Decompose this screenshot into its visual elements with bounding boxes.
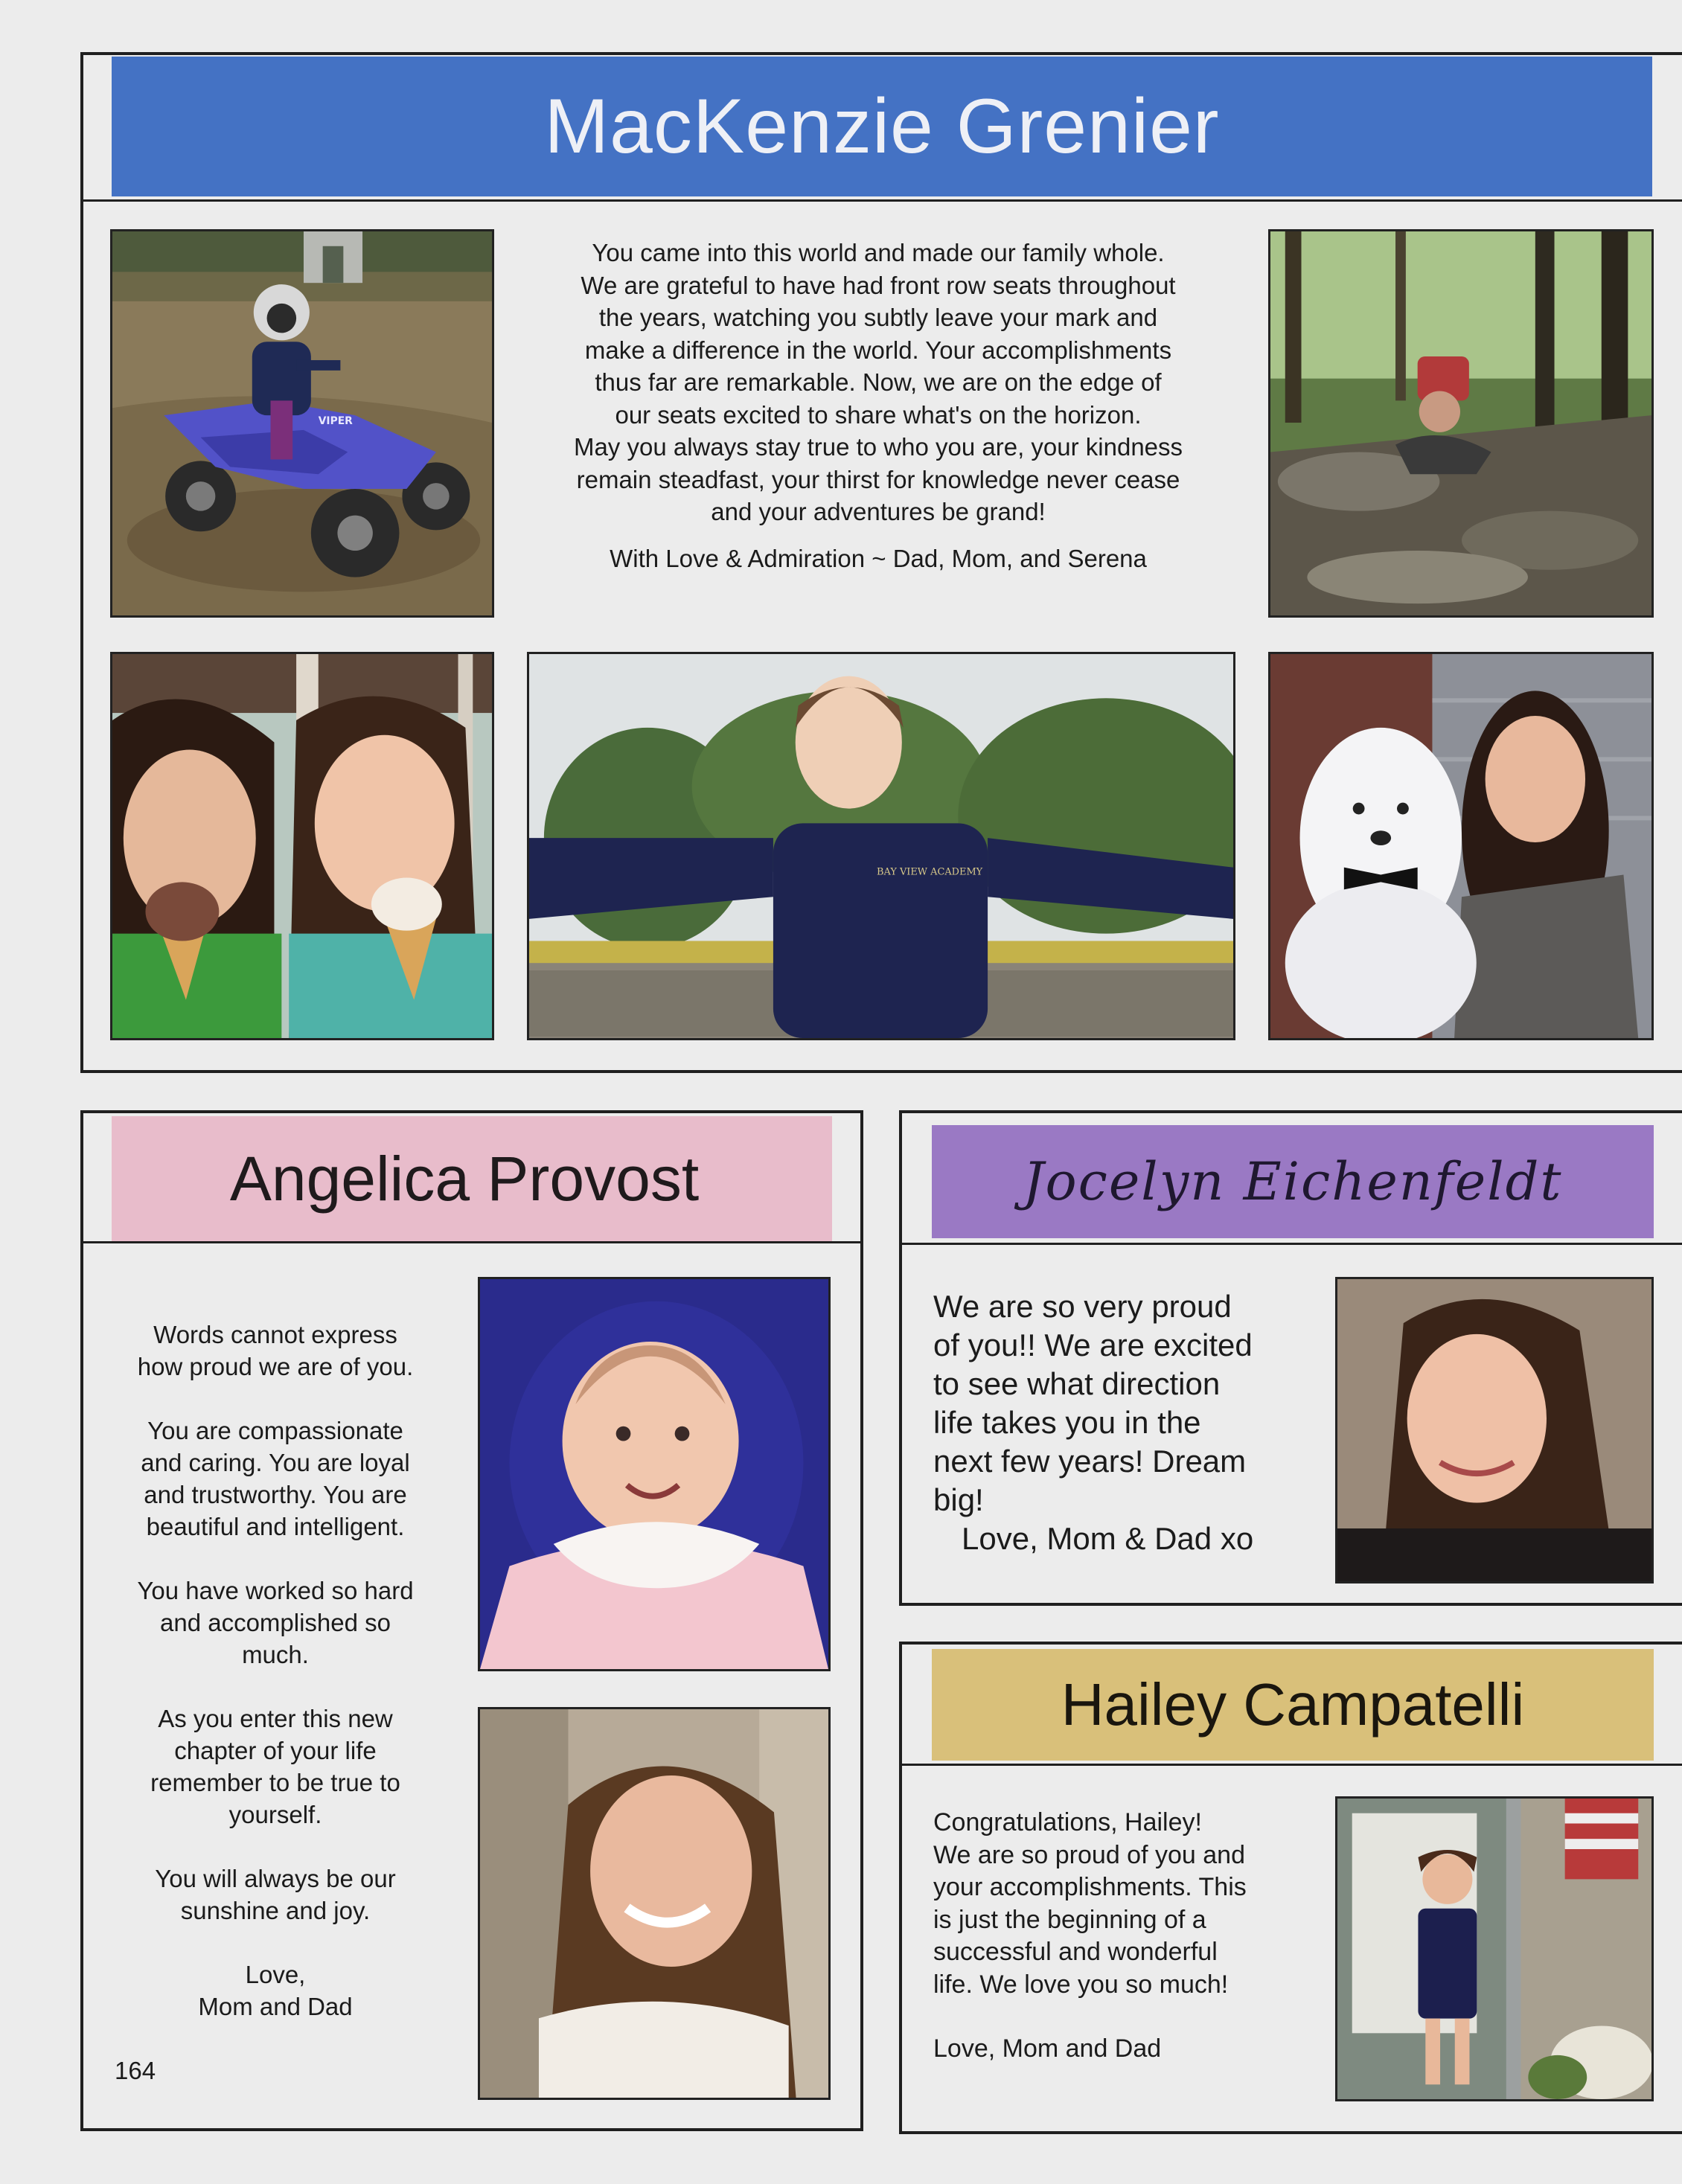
angelica-paragraph: You will always be our sunshine and joy. [155,1865,396,1924]
hailey-message-block [933,1807,1320,2066]
jocelyn-name: Jocelyn Eichenfeldt [1023,1151,1563,1212]
mackenzie-signature: With Love & Admiration ~ Dad, Mom, and Serena [610,544,1147,572]
jacket-logo: BAY VIEW ACADEMY [877,866,983,878]
mackenzie-banner [112,57,1652,196]
jocelyn-message: We are so very proud of you!! We are excited to see what direction life takes you in the next few years! Dream big! [933,1289,1253,1517]
hailey-banner [932,1649,1654,1761]
hailey-signature: Love, Mom and Dad [933,2034,1162,2063]
senior-portrait-photo [478,1707,831,2100]
jacket-portrait-photo [527,652,1235,1040]
ice-cream-photo [110,652,494,1040]
baby-photo [478,1277,831,1671]
angelica-banner [112,1116,832,1241]
dog-photo [1268,652,1654,1040]
angelica-paragraph: As you enter this new chapter of your life remember to be true to yourself. [150,1705,400,1828]
page-number: 164 [115,2057,156,2084]
angelica-paragraph: Love, Mom and Dad [198,1961,353,2020]
jocelyn-banner [932,1125,1654,1238]
mackenzie-name: MacKenzie Grenier [544,83,1220,170]
angelica-paragraph: You are compassionate and caring. You are loyal and trustworthy. You are beautiful and intelligent. [141,1417,410,1540]
mackenzie-message-block [514,237,1243,573]
jocelyn-banner-rule [899,1243,1682,1245]
jocelyn-signature: Love, Mom & Dad xo [962,1521,1254,1556]
jocelyn-portrait-photo [1335,1277,1654,1583]
angelica-message [104,1319,447,2023]
mackenzie-banner-rule [80,199,1682,202]
hailey-child-photo [1335,1796,1654,2101]
hailey-name: Hailey Campatelli [1061,1671,1525,1738]
jocelyn-message-block [933,1287,1320,1558]
hiking-photo [1268,229,1654,618]
angelica-banner-rule [80,1241,863,1243]
mackenzie-message: You came into this world and made our family whole. We are grateful to have had front row seats throughout the years, watching you subtly leave your mark and make a difference in the world. Your accomplishments thus far are remarkable. Now, we are on the edge of our seats excited to share what's on the horizon. May you always stay true to who you are, your kindness remain steadfast, your thirst for knowledge never cease and your adventures be grand! [573,239,1183,525]
angelica-paragraph: Words cannot express how proud we are of you. [137,1321,414,1380]
angelica-paragraph: You have worked so hard and accomplished so much. [137,1577,414,1668]
atv-label: VIPER [318,414,353,427]
hailey-banner-rule [899,1764,1682,1766]
atv-photo [110,229,494,618]
hailey-message: Congratulations, Hailey! We are so proud of you and your accomplishments. This is just the beginning of a successful and wonderful life. We love you so much! [933,1808,1247,1999]
angelica-name: Angelica Provost [229,1143,700,1214]
